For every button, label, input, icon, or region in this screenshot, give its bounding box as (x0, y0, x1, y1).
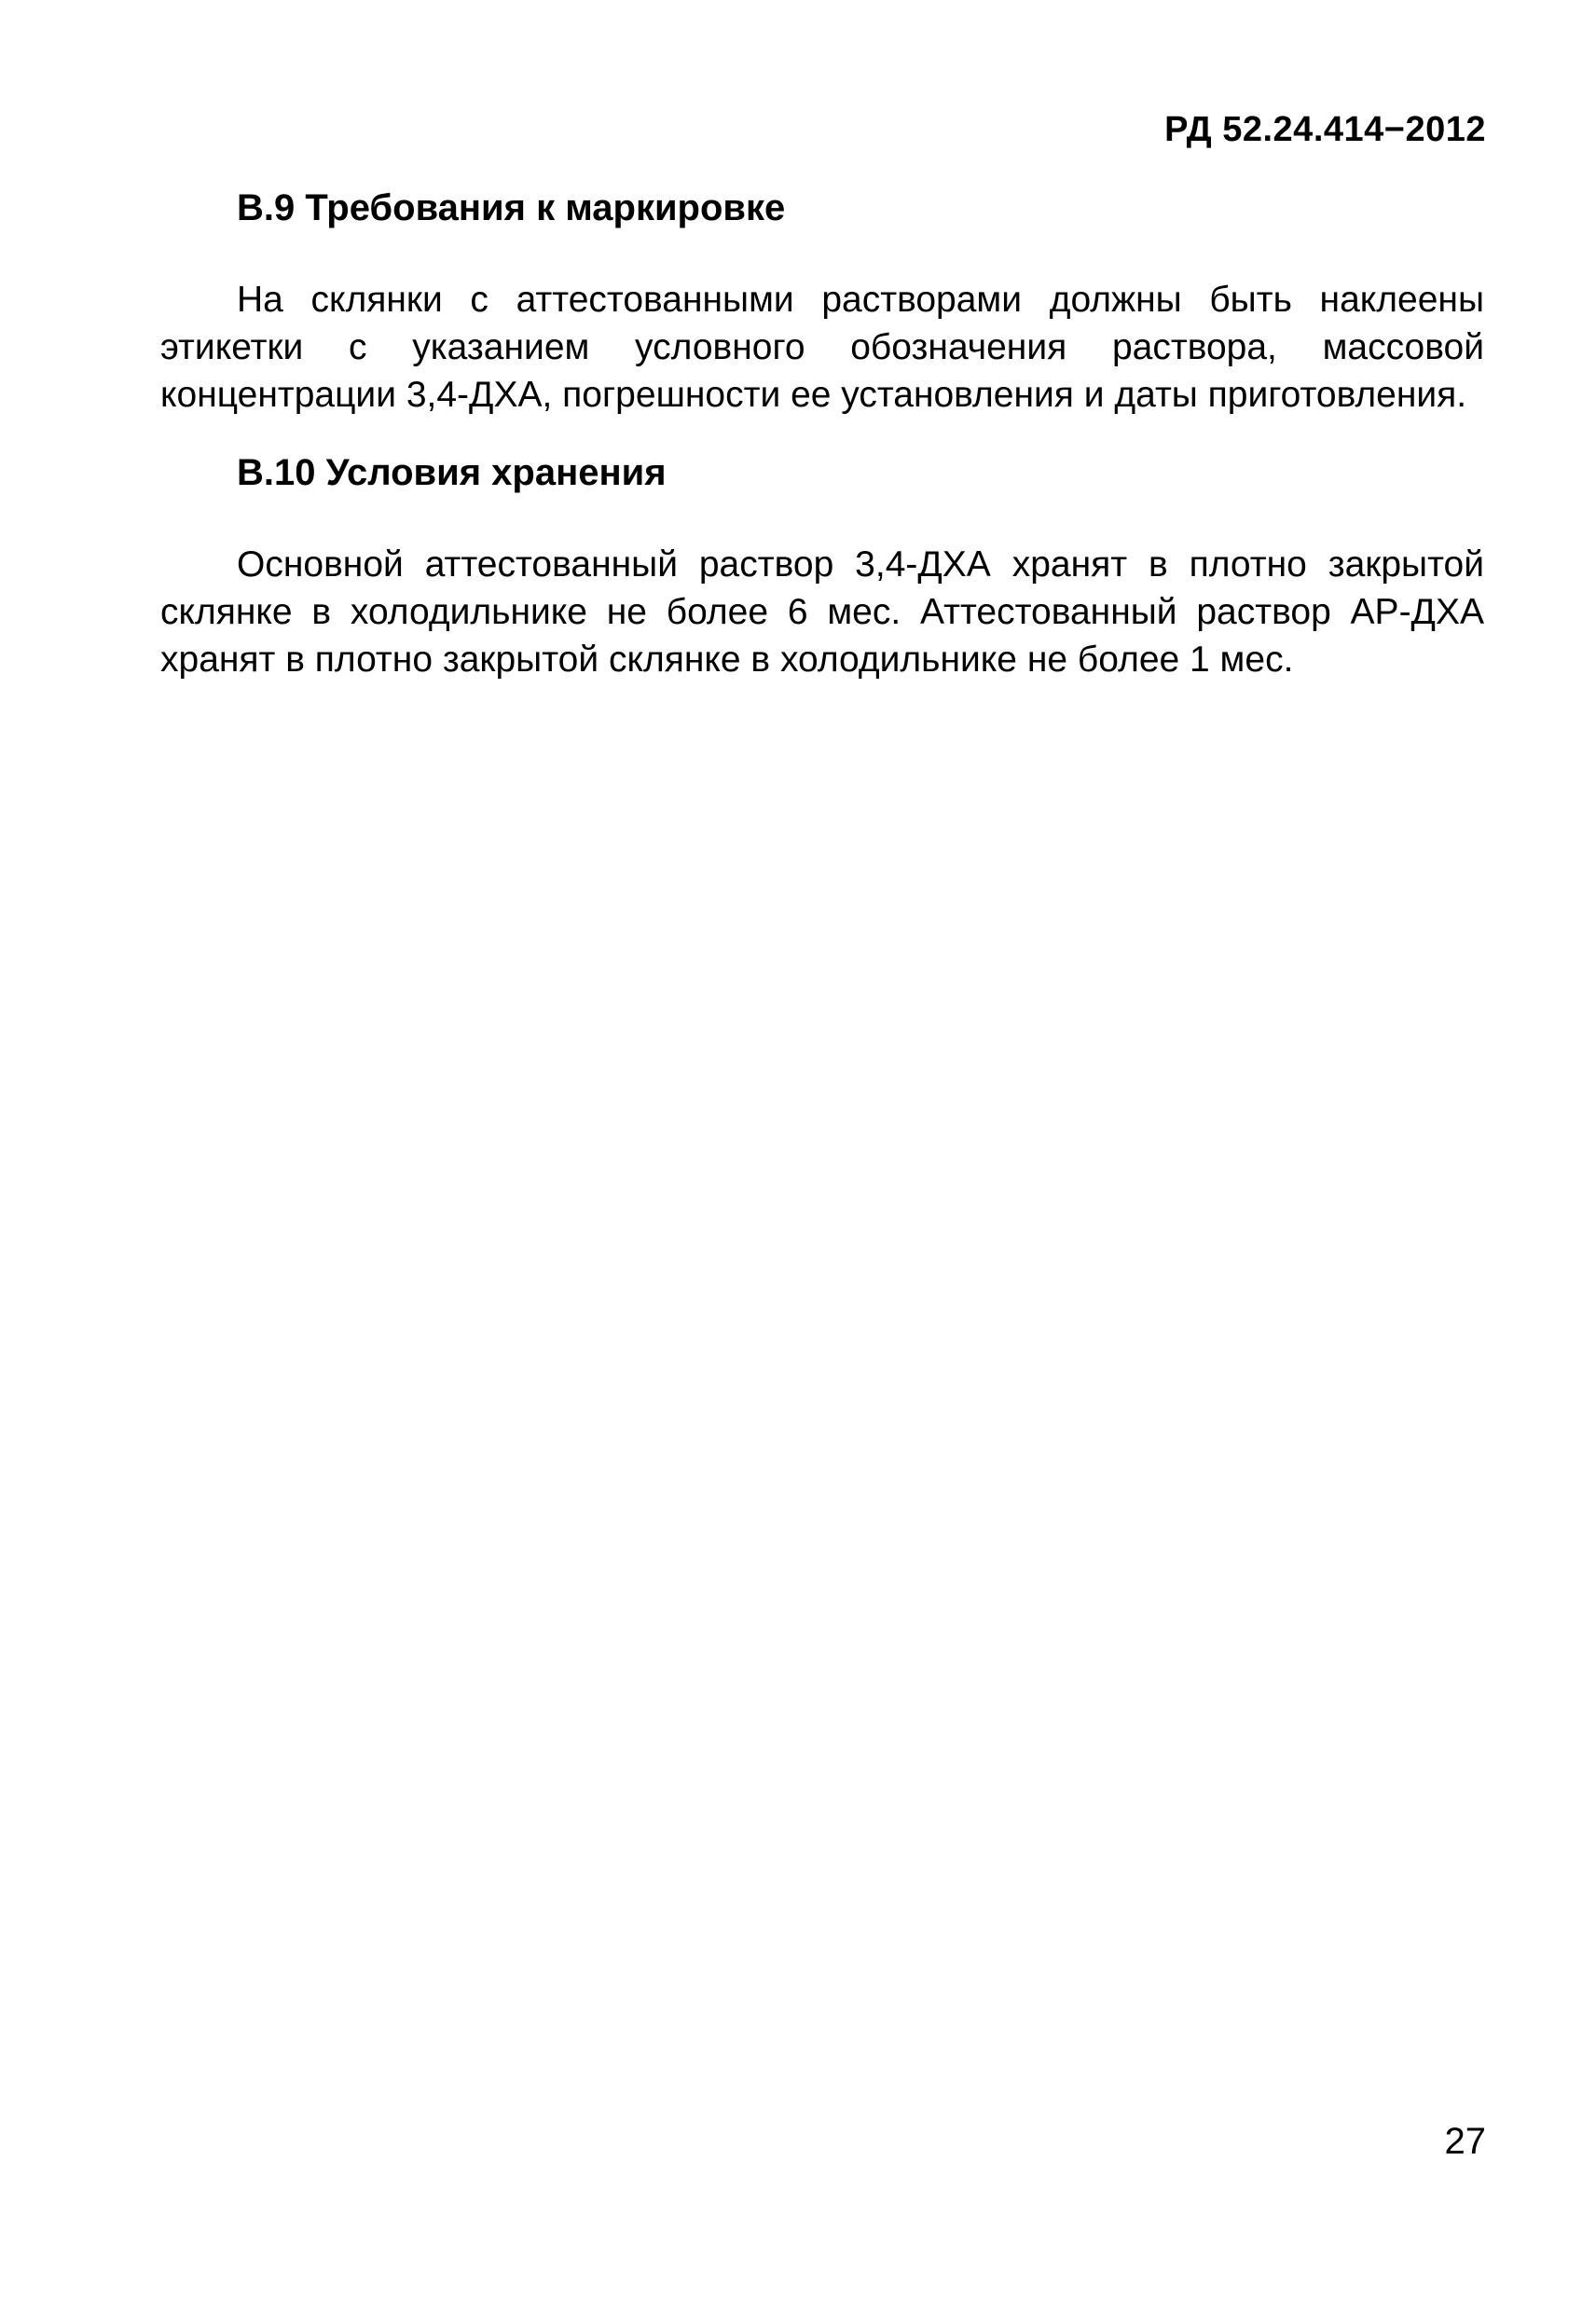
section-paragraph: Основной аттестованный раствор 3,4-ДХА хранят в плотно закрытой склянке в холодильнике не более 6 мес. Аттестованный раствор АР-ДХА хранят в плотно закрытой склянке в холодильнике не более 1 мес. (160, 544, 1484, 680)
section-heading: В.10 Условия хранения (237, 452, 667, 493)
section-paragraph: На склянки с аттестованными растворами должны быть наклеены этикетки с указанием условного обозначения раствора, массовой концентрации 3,4-ДХА, погрешности ее установления и даты приготовления. (160, 280, 1484, 415)
page-number: 27 (1444, 2121, 1486, 2162)
section-b9 (160, 185, 1484, 419)
section-b10 (160, 449, 1484, 683)
document-code: РД 52.24.414−2012 (1164, 110, 1486, 149)
section-heading: В.9 Требования к маркировке (237, 187, 786, 228)
